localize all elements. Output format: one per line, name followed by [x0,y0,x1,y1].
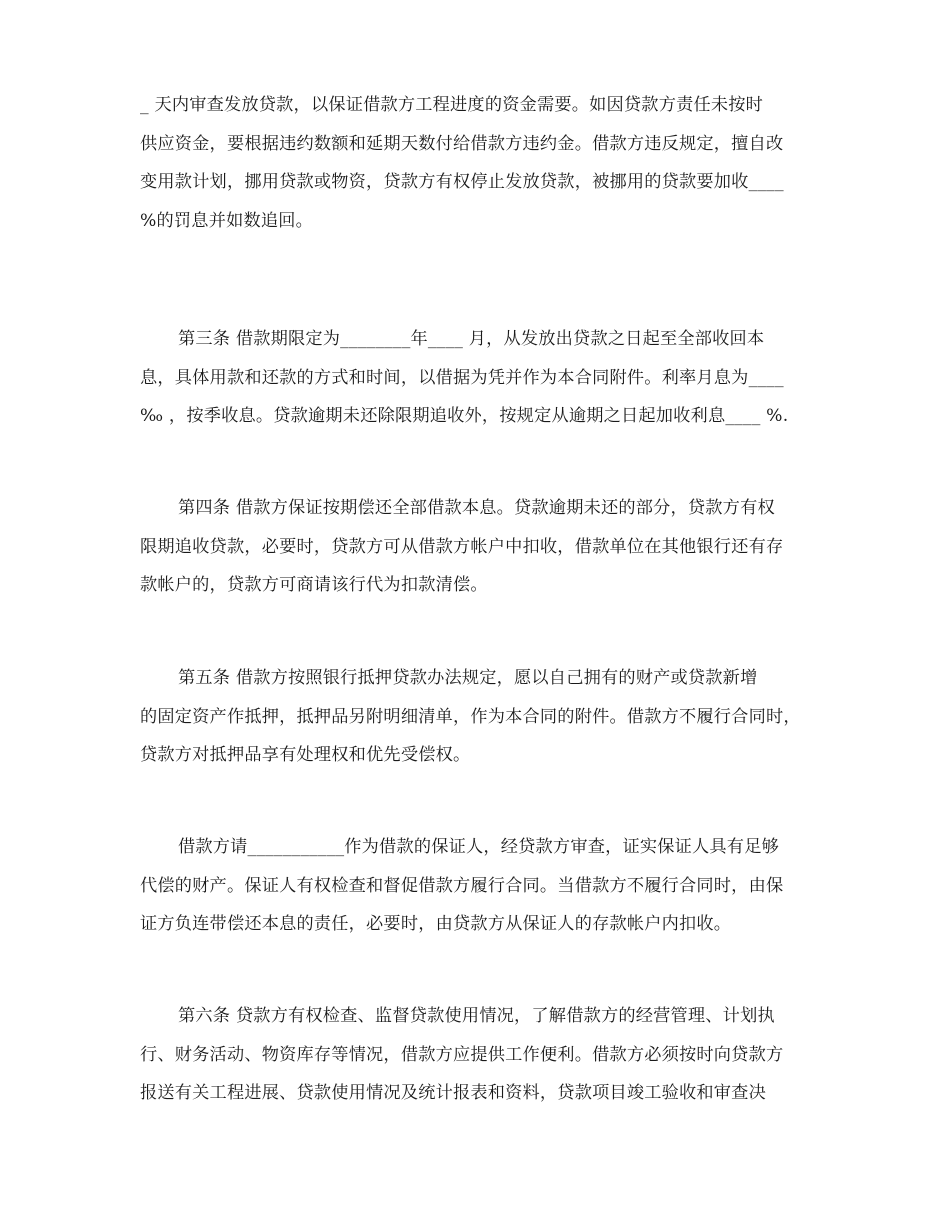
paragraph-guarantor [140,828,830,944]
paragraph-article-3 [140,320,830,436]
text-line: 供应资金，要根据违约数额和延期天数付给借款方违约金。借款方违反规定，擅自改 [140,133,784,154]
paragraph-article-4 [140,489,830,605]
text-line: 借款方请___________作为借款的保证人，经贷款方审查，证实保证人具有足够 [178,837,779,857]
text-line: _ 天内审查发放贷款，以保证借款方工程进度的资金需要。如因贷款方责任未按时 [140,95,764,115]
text-line: ‰ ，按季收息。贷款逾期未还除限期追收外，按规定从逾期之日起加收利息____ %. [140,406,789,426]
text-line: 报送有关工程进展、贷款使用情况及统计报表和资料，贷款项目竣工验收和审查决 [140,1083,766,1103]
text-line: 变用款计划，挪用贷款或物资，贷款方有权停止发放贷款，被挪用的贷款要加收____ [140,172,784,192]
paragraph-continuation [140,86,830,240]
text-line: 行、财务活动、物资库存等情况，借款方应提供工作便利。借款方必须按时向贷款方 [140,1044,784,1065]
text-line: 证方负连带偿还本息的责任，必要时，由贷款方从保证人的存款帐户内扣收。 [140,914,732,934]
text-line: 款帐户的，贷款方可商请该行代为扣款清偿。 [140,575,488,595]
text-line: 贷款方对抵押品享有处理权和优先受偿权。 [140,745,471,765]
text-line: 代偿的财产。保证人有权检查和督促借款方履行合同。当借款方不履行合同时，由保 [140,875,784,896]
text-line: 第六条 贷款方有权检查、监督贷款使用情况，了解借款方的经营管理、计划执 [178,1006,775,1026]
paragraph-article-5 [140,659,830,775]
text-line: 第五条 借款方按照银行抵押贷款办法规定，愿以自己拥有的财产或贷款新增 [178,668,758,688]
paragraph-article-6 [140,997,830,1113]
text-line: %的罚息并如数追回。 [140,210,314,231]
text-line: 第四条 借款方保证按期偿还全部借款本息。贷款逾期未还的部分，贷款方有权 [178,498,775,518]
text-line: 限期追收贷款，必要时，贷款方可从借款方帐户中扣收，借款单位在其他银行还有存 [140,536,784,557]
text-line: 第三条 借款期限定为________年____ 月，从发放出贷款之日起至全部收回本 [178,329,765,349]
text-line: 息，具体用款和还款的方式和时间，以借据为凭并作为本合同附件。利率月息为____ [140,367,784,388]
text-line: 的固定资产作抵押，抵押品另附明细清单，作为本合同的附件。借款方不履行合同时， [140,706,801,727]
